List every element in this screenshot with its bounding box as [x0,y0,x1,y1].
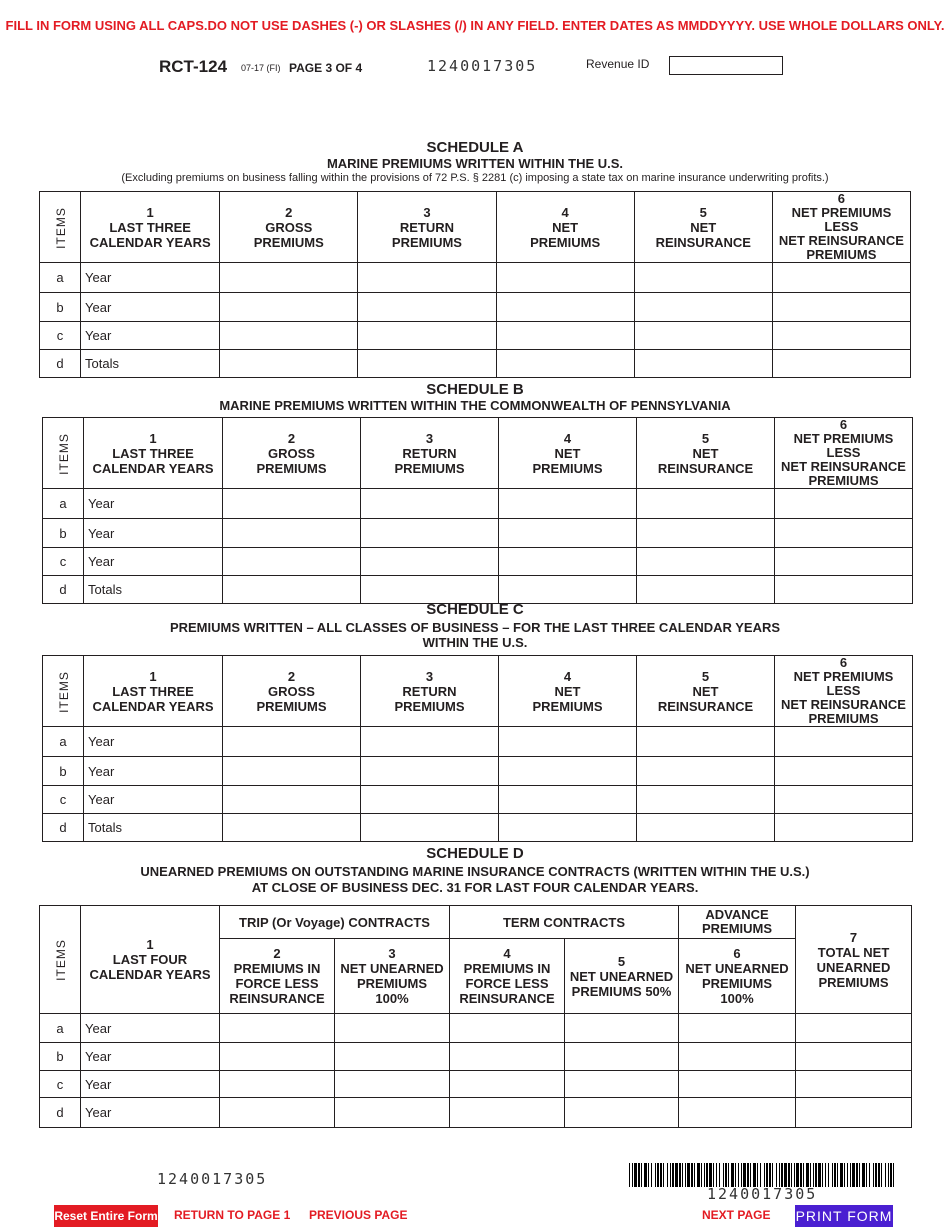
row-label: Year [81,1014,220,1043]
barcode-bar [862,1163,865,1187]
input-cell[interactable] [450,1014,565,1043]
input-cell[interactable] [499,576,637,604]
barcode-bar [852,1163,855,1187]
input-cell[interactable] [220,293,358,322]
input-cell[interactable] [358,350,496,378]
table-row [40,293,911,322]
col-2-header: 2 GROSS PREMIUMS [223,418,361,489]
form-id: RCT-124 [159,57,228,76]
items-header: ITEMS [43,418,84,489]
row-letter: c [43,548,84,576]
schedule-d-subtitle-1: UNEARNED PREMIUMS ON OUTSTANDING MARINE INSURANCE CONTRACTS (WRITTEN WITHIN THE U.S.) [140,864,810,879]
input-cell[interactable] [361,576,499,604]
schedule-d-title: SCHEDULE D [426,845,524,862]
barcode-bar [638,1163,640,1187]
barcode-bar [757,1163,758,1187]
barcode-bar [667,1163,668,1187]
row-label: Totals [84,814,223,842]
barcode-bar [818,1163,821,1187]
barcode-bar [660,1163,662,1187]
row-label: Totals [81,350,220,378]
schedule-b-subtitle: MARINE PREMIUMS WRITTEN WITHIN THE COMMONWEALTH OF PENNSYLVANIA [219,398,731,413]
schedule-a-note: (Excluding premiums on business falling within the provisions of 72 P.S. § 2281 (c) imposing a state tax on marine insurance underwriting profits.) [121,172,829,184]
barcode-bar [750,1163,751,1187]
input-cell[interactable] [775,757,913,786]
barcode-bar [885,1163,886,1187]
schedule-c-subtitle-1: PREMIUMS WRITTEN – ALL CLASSES OF BUSINESS – FOR THE LAST THREE CALENDAR YEARS [169,620,781,635]
col-1-header: 1 LAST THREE CALENDAR YEARS [84,418,223,489]
table-row [40,263,911,293]
input-cell[interactable] [796,1071,912,1098]
input-cell[interactable] [679,1098,796,1128]
input-cell[interactable] [450,1043,565,1071]
barcode-bar [753,1163,756,1187]
col-4-header: 4 PREMIUMS IN FORCE LESS REINSURANCE [450,939,565,1014]
table-row [40,1043,912,1071]
row-letter: b [43,757,84,786]
barcode-bar [657,1163,659,1187]
revenue-id-input[interactable] [669,56,783,75]
table-row [40,1098,912,1128]
barcode-bar [837,1163,838,1187]
input-cell[interactable] [637,814,775,842]
col-1-header: 1 LAST THREE CALENDAR YEARS [81,192,220,263]
input-cell[interactable] [335,1014,450,1043]
input-cell[interactable] [496,293,634,322]
table-row [43,548,913,576]
input-cell[interactable] [361,548,499,576]
barcode-bar [648,1163,649,1187]
row-letter: a [40,1014,81,1043]
instructions: FILL IN FORM USING ALL CAPS.DO NOT USE DASHES (-) OR SLASHES (/) IN ANY FIELD. ENTER DATES AS MMDDYYYY. USE WHOLE DOLLARS ONLY. [5,18,945,33]
input-cell[interactable] [775,814,913,842]
schedule-c-subtitle-2: WITHIN THE U.S. [422,635,528,650]
barcode-bar [844,1163,845,1187]
form-revision: 07-17 (FI) [241,63,281,73]
table-row [43,814,913,842]
barcode-bar [875,1163,877,1187]
barcode-bar [828,1163,829,1187]
barcode-bar [651,1163,652,1187]
trip-contracts-header: TRIP (Or Voyage) CONTRACTS [220,906,450,939]
row-label: Year [84,519,223,548]
advance-premiums-header: ADVANCE PREMIUMS [679,906,796,939]
barcode-bar [806,1163,809,1187]
row-label: Year [81,263,220,293]
input-cell[interactable] [220,1043,335,1071]
table-row [43,757,913,786]
barcode-bar [691,1163,693,1187]
barcode-bar [632,1163,633,1187]
input-cell[interactable] [772,350,910,378]
barcode-bar [706,1163,708,1187]
row-label: Year [84,757,223,786]
row-letter: c [40,1071,81,1098]
barcode-bar [670,1163,671,1187]
input-cell[interactable] [499,548,637,576]
input-cell[interactable] [499,727,637,757]
table-row [43,489,913,519]
items-header: ITEMS [40,192,81,263]
input-cell[interactable] [223,489,361,519]
input-cell[interactable] [634,322,772,350]
print-form-button[interactable]: PRINT FORM [795,1205,893,1227]
col-3-header: 3 RETURN PREMIUMS [358,192,496,263]
input-cell[interactable] [220,1014,335,1043]
col-4-header: 4 NET PREMIUMS [499,656,637,727]
col-3-header: 3 RETURN PREMIUMS [361,418,499,489]
barcode-bar [784,1163,787,1187]
input-cell[interactable] [637,757,775,786]
barcode-bar [791,1163,792,1187]
barcode-bar [813,1163,814,1187]
barcode [629,1163,894,1187]
barcode-bar [810,1163,811,1187]
row-label: Year [81,1071,220,1098]
barcode-bar [713,1163,714,1187]
table-row [43,519,913,548]
row-label: Year [81,1098,220,1128]
col-6-header: 6 NET PREMIUMS LESS NET REINSURANCE PREMIUMS [775,656,913,727]
input-cell[interactable] [335,1043,450,1071]
row-letter: c [43,786,84,814]
return-to-page-1-link[interactable]: RETURN TO PAGE 1 [174,1208,291,1222]
schedule-b-title: SCHEDULE B [426,381,524,398]
input-cell[interactable] [223,519,361,548]
barcode-bar [893,1163,894,1187]
table-row [40,350,911,378]
row-label: Year [84,489,223,519]
input-cell[interactable] [220,263,358,293]
row-letter: a [40,263,81,293]
input-cell[interactable] [220,322,358,350]
barcode-bar [788,1163,790,1187]
input-cell[interactable] [335,1098,450,1128]
input-cell[interactable] [496,350,634,378]
schedule-c-table [42,655,913,842]
input-cell[interactable] [450,1071,565,1098]
row-letter: d [40,350,81,378]
row-letter: d [43,814,84,842]
barcode-bar [655,1163,656,1187]
barcode-bar [881,1163,882,1187]
barcode-bar [634,1163,637,1187]
barcode-bar [672,1163,674,1187]
input-cell[interactable] [499,519,637,548]
barcode-bar [694,1163,695,1187]
row-letter: a [43,489,84,519]
row-letter: b [40,1043,81,1071]
col-5-header: 5 NET REINSURANCE [634,192,772,263]
barcode-bar [697,1163,700,1187]
term-contracts-header: TERM CONTRACTS [450,906,679,939]
barcode-bar [859,1163,860,1187]
barcode-bar [772,1163,773,1187]
col-6-header: 6 NET UNEARNED PREMIUMS 100% [679,939,796,1014]
revenue-id-label: Revenue ID [586,57,650,71]
row-letter: b [43,519,84,548]
scan-number-top: 1240017305 [427,57,538,75]
input-cell[interactable] [796,1098,912,1128]
barcode-bar [873,1163,874,1187]
items-header: ITEMS [43,656,84,727]
col-7-header: 7 TOTAL NET UNEARNED PREMIUMS [796,906,912,1014]
table-row [40,322,911,350]
input-cell[interactable] [775,786,913,814]
input-cell[interactable] [499,489,637,519]
barcode-bar [675,1163,678,1187]
reset-form-button[interactable]: Reset Entire Form [54,1205,158,1227]
barcode-bar [822,1163,823,1187]
input-cell[interactable] [796,1014,912,1043]
input-cell[interactable] [223,814,361,842]
barcode-bar [769,1163,771,1187]
barcode-bar [743,1163,746,1187]
barcode-bar [701,1163,702,1187]
schedule-c-title: SCHEDULE C [426,601,524,618]
col-3-header: 3 RETURN PREMIUMS [361,656,499,727]
barcode-bar [685,1163,686,1187]
input-cell[interactable] [565,1098,679,1128]
barcode-bar [716,1163,717,1187]
input-cell[interactable] [499,814,637,842]
input-cell[interactable] [565,1014,679,1043]
barcode-number: 1240017305 [707,1185,818,1203]
input-cell[interactable] [634,350,772,378]
input-cell[interactable] [772,263,910,293]
col-2-header: 2 PREMIUMS IN FORCE LESS REINSURANCE [220,939,335,1014]
input-cell[interactable] [361,727,499,757]
barcode-bar [764,1163,765,1187]
barcode-bar [800,1163,802,1187]
input-cell[interactable] [679,1014,796,1043]
barcode-bar [760,1163,761,1187]
barcode-bar [766,1163,768,1187]
input-cell[interactable] [775,489,913,519]
schedule-b-table [42,417,913,604]
barcode-bar [663,1163,664,1187]
input-cell[interactable] [220,1098,335,1128]
input-cell[interactable] [361,757,499,786]
items-header: ITEMS [40,906,81,1014]
input-cell[interactable] [358,263,496,293]
input-cell[interactable] [775,576,913,604]
input-cell[interactable] [223,548,361,576]
row-label: Year [84,786,223,814]
barcode-bar [866,1163,867,1187]
barcode-bar [815,1163,817,1187]
previous-page-link[interactable]: PREVIOUS PAGE [309,1208,408,1222]
col-5-header: 5 NET REINSURANCE [637,656,775,727]
barcode-bar [728,1163,729,1187]
row-letter: b [40,293,81,322]
input-cell[interactable] [775,548,913,576]
barcode-bar [794,1163,795,1187]
barcode-bar [679,1163,681,1187]
col-2-header: 2 GROSS PREMIUMS [220,192,358,263]
barcode-bar [731,1163,734,1187]
schedule-d-subtitle-2: AT CLOSE OF BUSINESS DEC. 31 FOR LAST FOUR CALENDAR YEARS. [251,880,699,895]
row-label: Year [84,727,223,757]
row-letter: d [43,576,84,604]
barcode-bar [796,1163,799,1187]
col-1-header: 1 LAST FOUR CALENDAR YEARS [81,906,220,1014]
table-row [40,1071,912,1098]
input-cell[interactable] [499,786,637,814]
barcode-bar [847,1163,848,1187]
barcode-bar [869,1163,870,1187]
col-6-header: 6 NET PREMIUMS LESS NET REINSURANCE PREMIUMS [775,418,913,489]
input-cell[interactable] [634,293,772,322]
table-row [40,1014,912,1043]
row-label: Year [84,548,223,576]
input-cell[interactable] [361,519,499,548]
barcode-bar [803,1163,804,1187]
input-cell[interactable] [634,263,772,293]
schedule-a-subtitle: MARINE PREMIUMS WRITTEN WITHIN THE U.S. [326,156,624,171]
barcode-bar [719,1163,720,1187]
col-5-header: 5 NET REINSURANCE [637,418,775,489]
barcode-bar [723,1163,724,1187]
input-cell[interactable] [499,757,637,786]
barcode-bar [738,1163,739,1187]
schedule-a-table [39,191,911,378]
col-6-header: 6 NET PREMIUMS LESS NET REINSURANCE PREMIUMS [772,192,910,263]
input-cell[interactable] [637,576,775,604]
input-cell[interactable] [361,489,499,519]
input-cell[interactable] [637,519,775,548]
col-2-header: 2 GROSS PREMIUMS [223,656,361,727]
input-cell[interactable] [358,293,496,322]
col-1-header: 1 LAST THREE CALENDAR YEARS [84,656,223,727]
input-cell[interactable] [637,786,775,814]
col-3-header: 3 NET UNEARNED PREMIUMS 100% [335,939,450,1014]
barcode-bar [825,1163,826,1187]
input-cell[interactable] [450,1098,565,1128]
input-cell[interactable] [220,1071,335,1098]
barcode-bar [709,1163,712,1187]
input-cell[interactable] [637,489,775,519]
barcode-bar [781,1163,783,1187]
table-row [43,786,913,814]
input-cell[interactable] [361,814,499,842]
barcode-bar [741,1163,742,1187]
input-cell[interactable] [637,727,775,757]
barcode-bar [629,1163,630,1187]
barcode-bar [888,1163,889,1187]
row-letter: c [40,322,81,350]
barcode-bar [641,1163,642,1187]
barcode-bar [856,1163,858,1187]
row-letter: d [40,1098,81,1128]
barcode-bar [747,1163,749,1187]
input-cell[interactable] [361,786,499,814]
barcode-bar [776,1163,777,1187]
input-cell[interactable] [223,786,361,814]
input-cell[interactable] [565,1043,679,1071]
input-cell[interactable] [775,519,913,548]
input-cell[interactable] [565,1071,679,1098]
input-cell[interactable] [223,576,361,604]
barcode-bar [725,1163,727,1187]
input-cell[interactable] [220,350,358,378]
barcode-bar [687,1163,690,1187]
col-5-header: 5 NET UNEARNED PREMIUMS 50% [565,939,679,1014]
schedule-d-table [39,905,912,1128]
next-page-link[interactable]: NEXT PAGE [702,1208,771,1222]
input-cell[interactable] [637,548,775,576]
row-label: Year [81,322,220,350]
input-cell[interactable] [796,1043,912,1071]
input-cell[interactable] [775,727,913,757]
barcode-bar [644,1163,647,1187]
input-cell[interactable] [496,263,634,293]
barcode-bar [704,1163,705,1187]
schedule-a-title: SCHEDULE A [426,139,524,156]
barcode-bar [840,1163,843,1187]
table-row [43,576,913,604]
input-cell[interactable] [496,322,634,350]
barcode-bar [890,1163,892,1187]
barcode-bar [779,1163,780,1187]
barcode-bar [878,1163,880,1187]
barcode-bar [834,1163,836,1187]
input-cell[interactable] [335,1071,450,1098]
input-cell[interactable] [223,757,361,786]
row-letter: a [43,727,84,757]
row-label: Totals [84,576,223,604]
input-cell[interactable] [223,727,361,757]
input-cell[interactable] [679,1071,796,1098]
table-row [43,727,913,757]
input-cell[interactable] [679,1043,796,1071]
row-label: Year [81,293,220,322]
barcode-bar [682,1163,683,1187]
input-cell[interactable] [358,322,496,350]
col-4-header: 4 NET PREMIUMS [499,418,637,489]
page-number: PAGE 3 OF 4 [289,61,363,75]
barcode-bar [832,1163,833,1187]
row-label: Year [81,1043,220,1071]
col-4-header: 4 NET PREMIUMS [496,192,634,263]
barcode-bar [735,1163,736,1187]
barcode-bar [850,1163,851,1187]
scan-number-bottom: 1240017305 [157,1170,268,1188]
input-cell[interactable] [772,322,910,350]
input-cell[interactable] [772,293,910,322]
